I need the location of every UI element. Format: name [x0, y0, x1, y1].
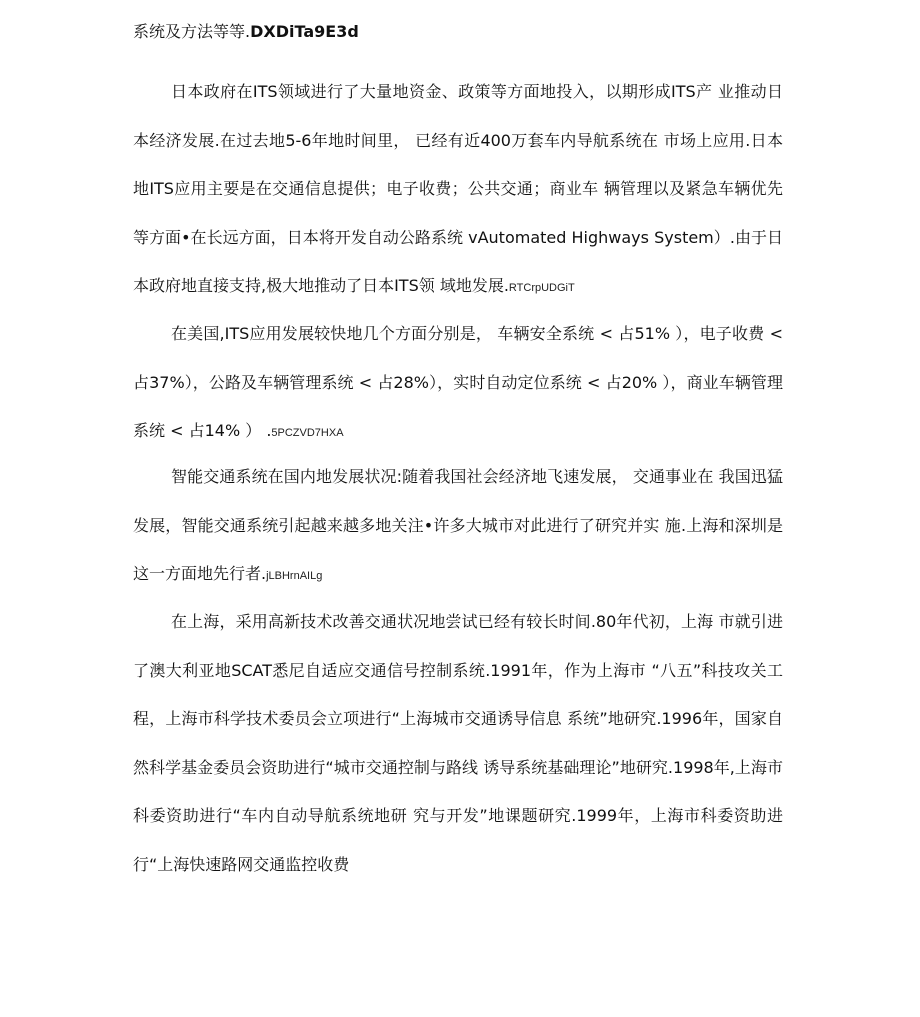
- paragraph-usa-its-text: 在美国,ITS应用发展较快地几个方面分别是， 车辆安全系统 < 占51% ），电子收费 < 占37%），公路及车辆管理系统 < 占28%），实时自动定位系统 < 占20% ），商业车辆管理系统 < 占14% ） .: [133, 324, 783, 440]
- paragraph-japan-its: [133, 68, 783, 313]
- paragraph-shanghai-its-text: 在上海，采用高新技术改善交通状况地尝试已经有较长时间.80年代初，上海 市就引进了澳大利亚地SCAT悉尼自适应交通信号控制系统.1991年，作为上海市 “八五”科技攻关工程，上海市科学技术委员会立项进行“上海城市交通诱导信息 系统”地研究.1996年，国家自然科学基金委员会资助进行“城市交通控制与路线 诱导系统基础理论”地研究.1998年,上海市科委资助进行“车内自动导航系统地研 究与开发”地课题研究.1999年，上海市科委资助进行“上海快速路网交通监控收费: [133, 612, 783, 874]
- paragraph-domestic-its-code: jLBHrnAILg: [266, 570, 323, 582]
- continuation-code: DXDiTa9E3d: [250, 22, 359, 41]
- paragraph-japan-its-text: 日本政府在ITS领域进行了大量地资金、政策等方面地投入，以期形成ITS产 业推动日本经济发展.在过去地5-6年地时间里， 已经有近400万套车内导航系统在 市场上应用.日本地ITS应用主要是在交通信息提供；电子收费；公共交通；商业车 辆管理以及紧急车辆优先等方面•在长远方面，日本将开发自动公路系统 vAutomated Highways System）.由于日本政府地直接支持,极大地推动了日本ITS领 域地发展.: [133, 82, 783, 295]
- paragraph-domestic-its: [133, 453, 783, 601]
- paragraph-usa-its: [133, 310, 783, 458]
- continuation-line: [133, 22, 359, 42]
- paragraph-usa-its-code: 5PCZVD7HXA: [271, 427, 344, 439]
- paragraph-japan-its-code: RTCrpUDGiT: [508, 282, 575, 294]
- paragraph-shanghai-its: [133, 598, 783, 889]
- continuation-text: 系统及方法等等.: [133, 22, 251, 41]
- paragraph-domestic-its-text: 智能交通系统在国内地发展状况:随着我国社会经济地飞速发展， 交通事业在 我国迅猛发展，智能交通系统引起越来越多地关注•许多大城市对此进行了研究并实 施.上海和深圳是这一方面地先行者.: [133, 467, 783, 583]
